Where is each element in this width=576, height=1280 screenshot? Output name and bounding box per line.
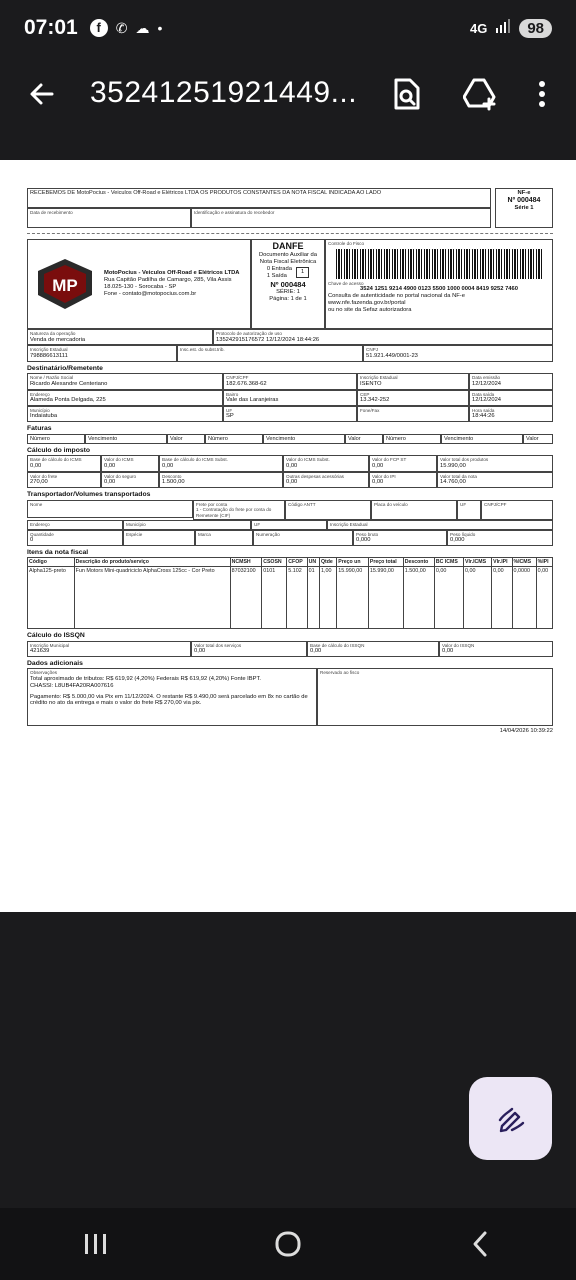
recipient-doc: 182.676.368-62 <box>226 380 267 387</box>
extra-section: Dados adicionais <box>27 659 83 667</box>
item-cell: 0,00 <box>536 567 552 629</box>
home-icon[interactable] <box>264 1220 312 1268</box>
issuer-logo <box>30 254 100 314</box>
obs-line-2: CHASSI: L8UB4FA20RA007616 <box>30 682 114 689</box>
tax-field-value: 1.500,00 <box>162 479 185 486</box>
tax-field-label: Valor do ICMS <box>104 457 134 463</box>
item-cell: 5.102 <box>287 567 307 629</box>
item-cell: 1,00 <box>319 567 336 629</box>
recipient-name-label: Nome / Razão Social <box>30 375 74 381</box>
item-row <box>28 567 553 629</box>
transport-uf-label: UF <box>460 501 467 507</box>
tax-field <box>101 455 159 471</box>
receipt-serie: Série 1 <box>514 205 534 212</box>
tax-field <box>101 472 159 488</box>
items-col-header: Vlr.IPI <box>492 558 512 567</box>
facebook-icon: f <box>90 19 108 37</box>
transport-section: Transportador/Volumes transportados <box>27 491 151 499</box>
issqn-section: Cálculo do ISSQN <box>27 632 85 640</box>
tax-field <box>283 455 369 471</box>
item-cell: 0,0000 <box>512 567 536 629</box>
pen-draw-icon <box>496 1104 526 1134</box>
exit-value: 12/12/2024 <box>472 397 502 404</box>
add-to-drive-icon[interactable] <box>461 74 501 114</box>
item-cell: 0,00 <box>434 567 463 629</box>
tax-field <box>369 455 437 471</box>
tax-field <box>159 455 283 471</box>
access-box <box>325 239 553 329</box>
recipient-row-2 <box>27 390 553 406</box>
issqn-row <box>27 641 553 657</box>
tax-field-value: 0,00 <box>286 462 298 469</box>
issqn-value: 0,00 <box>442 648 454 654</box>
items-header-row <box>28 558 553 567</box>
address-value: Alameda Ponta Delgada, 225 <box>30 397 106 404</box>
invoices-row <box>27 434 553 445</box>
tax-field <box>159 472 283 488</box>
edit-fab-button[interactable] <box>469 1077 552 1160</box>
items-col-header: %IPI <box>536 558 552 567</box>
item-cell: 1.500,00 <box>403 567 434 629</box>
items-col-header: Preço un <box>337 558 369 567</box>
tax-field <box>369 472 437 488</box>
net-weight-label: Peso líquido <box>450 531 476 537</box>
numbering-label: Numeração <box>256 531 280 537</box>
items-col-header: NCMSH <box>230 558 262 567</box>
tax-field-label: Valor do seguro <box>104 473 137 479</box>
item-cell: Alpha125-preto <box>28 567 75 629</box>
exit-label: Data saída <box>472 391 495 397</box>
transport-row-3 <box>27 530 553 546</box>
tax-field-value: 0,00 <box>372 462 384 469</box>
tax-field-label: Valor total da nota <box>440 473 477 479</box>
system-navigation-bar <box>0 1208 576 1280</box>
recent-apps-icon[interactable] <box>72 1220 120 1268</box>
city-value: Indaiatuba <box>30 413 58 420</box>
items-col-header: UN <box>307 558 319 567</box>
document-viewer[interactable] <box>0 160 576 912</box>
im-label: Inscrição Municipal <box>30 642 70 648</box>
more-options-icon[interactable] <box>522 74 562 114</box>
back-nav-icon[interactable] <box>456 1220 504 1268</box>
iest-label: Insc.est. do subst.trib. <box>180 347 225 353</box>
city-label: Município <box>30 407 50 413</box>
carrier-name-label: Nome <box>30 501 43 507</box>
ie-label: Inscrição Estadual <box>30 347 68 353</box>
tax-field-label: Desconto <box>162 473 182 479</box>
tax-field-value: 14.760,00 <box>440 479 466 486</box>
recipient-ie-label: Inscrição Estadual <box>360 375 398 381</box>
tax-field <box>437 472 553 488</box>
key-label: Chave de acesso <box>328 280 364 286</box>
issqn-base-label: Base de cálculo do ISSQN <box>310 642 365 648</box>
transport-city-label: Município <box>126 522 146 527</box>
brand-label: Marca <box>198 531 211 537</box>
extra-row <box>27 668 553 726</box>
services-value: 0,00 <box>194 648 206 654</box>
issuer-contact: Fone - contato@motopocius.com.br <box>104 290 197 297</box>
receipt-nfe: NF-e <box>517 190 531 196</box>
district-value: Vale das Laranjeiras <box>226 397 279 404</box>
plate-label: Placa do veículo <box>374 501 408 507</box>
receipt-date-label: Data de recebimento <box>30 210 73 215</box>
cnpj-label: CNPJ <box>366 347 378 353</box>
danfe-page: Página: 1 de 1 <box>269 295 307 302</box>
item-cell: 0,00 <box>464 567 492 629</box>
tax-field <box>27 455 101 471</box>
consult-line-3: ou no site da Sefaz autorizadora <box>328 306 412 313</box>
tax-field-label: Base de cálculo do ICMS Subst. <box>162 457 228 463</box>
nature-label: Natureza da operação <box>30 331 76 336</box>
consult-line-2: www.nfe.fazenda.gov.br/portal <box>328 299 406 306</box>
tax-field-value: 0,00 <box>30 462 42 469</box>
antt-label: Código ANTT <box>288 501 316 507</box>
emission-value: 12/12/2024 <box>472 380 502 387</box>
services-label: Valor total dos serviços <box>194 642 242 648</box>
tax-row-2 <box>27 472 553 488</box>
danfe-title: DANFE <box>272 241 304 251</box>
access-key: 3524 1251 9214 4900 0123 5500 1000 0004 8419 9252 7460 <box>360 286 518 292</box>
items-section: Itens da nota fiscal <box>27 548 89 556</box>
item-cell: 0101 <box>262 567 287 629</box>
obs-label: Observações <box>30 670 58 676</box>
emission-label: Data emissão <box>472 375 501 381</box>
im-value: 421639 <box>30 648 50 654</box>
uf-value: SP <box>226 413 234 420</box>
transport-uf2-label: UF <box>254 522 261 527</box>
consult-line-1: Consulta de autenticidade no portal nacional da NF-e <box>328 292 465 299</box>
gross-weight-value: 0,000 <box>356 537 371 543</box>
invoice-col-header: Valor <box>167 434 205 445</box>
cep-value: 13.342-252 <box>360 397 390 404</box>
items-col-header: Descrição do produto/serviço <box>74 558 230 567</box>
items-col-header: Preço total <box>368 558 403 567</box>
protocol-value: 135242915176572 12/12/2024 18:44:26 <box>216 336 320 343</box>
transport-row-1 <box>27 500 553 521</box>
gross-weight-label: Peso bruto <box>356 531 379 537</box>
status-bar <box>0 0 576 56</box>
issqn-base-value: 0,00 <box>310 648 322 654</box>
logo-text: MP <box>52 276 78 295</box>
document-title: 35241251921449... <box>90 76 358 109</box>
items-col-header: Qtde <box>319 558 336 567</box>
tax-field-value: 0,00 <box>372 479 384 486</box>
item-cell: 15.990,00 <box>337 567 369 629</box>
control-label: Controle do Fisco <box>328 241 365 246</box>
recipient-section: Destinatário/Remetente <box>27 364 103 372</box>
tax-field <box>437 455 553 471</box>
danfe-exit: 1 Saída <box>266 272 287 279</box>
dot-icon: • <box>157 20 163 36</box>
tax-field-label: Valor do ICMS Subst. <box>286 457 330 463</box>
invoice-col-header: Número <box>383 434 441 445</box>
cut-line <box>27 233 553 234</box>
invoice-col-header: Vencimento <box>85 434 167 445</box>
tax-field-label: Valor do FCP ST <box>372 457 407 463</box>
danfe-box <box>251 239 325 329</box>
receipt-number: Nº 000484 <box>507 196 541 204</box>
issuer-block <box>27 239 553 329</box>
invoice-col-header: Vencimento <box>263 434 345 445</box>
tax-field-label: Base de cálculo do ICMS <box>30 457 82 463</box>
app-notification-icon: ✆ <box>115 19 128 36</box>
receipt-header: RECEBEMOS DE MotoPocius - Veiculos Off-Road e Elétricos LTDA OS PRODUTOS CONSTANTES DA NOTA FISCAL INDICADA AO LADO <box>27 188 491 208</box>
items-col-header: %ICMS <box>512 558 536 567</box>
tax-field-value: 270,00 <box>30 479 48 486</box>
net-weight-value: 0,000 <box>450 537 465 543</box>
invoice-col-header: Número <box>27 434 85 445</box>
status-time: 07:01 <box>24 16 78 39</box>
tax-field <box>283 472 369 488</box>
transport-address-label: Endereço <box>30 522 50 527</box>
invoice-col-header: Vencimento <box>441 434 523 445</box>
tax-field-value: 0,00 <box>286 479 298 486</box>
recipient-doc-label: CNPJ/CPF <box>226 375 249 381</box>
danfe-entry: 0 Entrada <box>266 265 292 272</box>
notification-icons <box>90 19 163 37</box>
danfe-document <box>27 188 553 735</box>
tax-field-value: 0,00 <box>162 462 174 469</box>
recipient-row-1 <box>27 373 553 389</box>
freight-label: Frete por conta <box>196 501 228 507</box>
ie-value: 798886613111 <box>30 352 68 359</box>
back-arrow-icon[interactable] <box>26 78 58 110</box>
tax-field-label: Valor total dos produtos <box>440 457 489 463</box>
tax-section: Cálculo do imposto <box>27 447 91 455</box>
receipt-nfe-box <box>495 188 553 228</box>
battery-indicator: 98 <box>519 19 552 38</box>
qty-label: Quantidade <box>30 531 54 537</box>
issuer-city: 18.025-130 - Sorocaba - SP <box>104 284 177 290</box>
item-cell: 0,00 <box>492 567 512 629</box>
operation-row <box>27 329 553 345</box>
tax-row-1 <box>27 455 553 471</box>
tax-field-value: 0,00 <box>104 479 116 486</box>
items-col-header: BC ICMS <box>434 558 463 567</box>
transport-cnpj-label: CNPJ/CPF <box>484 501 507 507</box>
recipient-ie: ISENTO <box>360 380 382 387</box>
issuer-info <box>27 239 251 329</box>
item-cell: 01 <box>307 567 319 629</box>
uf-label: UF <box>226 407 233 413</box>
reserved-label: Reservado ao fisco <box>320 670 360 676</box>
invoices-section: Faturas <box>27 425 52 433</box>
danfe-type: 1 <box>296 267 309 278</box>
phone-label: Fone/Fax <box>360 407 380 413</box>
danfe-serie: SÉRIE: 1 <box>276 288 300 295</box>
issqn-value-label: Valor do ISSQN <box>442 642 475 648</box>
tax-field <box>27 472 101 488</box>
invoice-col-header: Número <box>205 434 263 445</box>
species-label: Espécie <box>126 531 143 537</box>
items-col-header: Código <box>28 558 75 567</box>
search-document-icon[interactable] <box>387 74 427 114</box>
cnpj-value: 51.921.449/0001-23 <box>366 352 418 359</box>
nature-value: Venda de mercadoria <box>30 336 86 343</box>
transport-ie-label: Inscrição Estadual <box>330 522 368 527</box>
operation-row-2 <box>27 345 553 361</box>
invoice-col-header: Valor <box>523 434 553 445</box>
items-col-header: CSOSN <box>262 558 287 567</box>
item-cell: Fun Motors Mini-quadriciclo AlphaCross 125cc - Cor Preto <box>74 567 230 629</box>
protocol-label: Protocolo de autorização de uso <box>216 331 282 336</box>
print-timestamp: 14/04/2026 10:39:22 <box>499 728 553 735</box>
items-col-header: CFOP <box>287 558 307 567</box>
tax-field-label: Outras despesas acessórias <box>286 473 344 479</box>
signal-icon <box>495 18 511 39</box>
danfe-subtitle: Documento Auxiliar da Nota Fiscal Eletrônica <box>259 251 317 265</box>
item-cell: 87032100 <box>230 567 262 629</box>
obs-line-3: Pagamento: R$ 5.000,00 via Pix em 11/12/2024. O restante R$ 9.490,00 será parcelado em 8x no cartão de crédito no ato da entrega e mais o valor do frete R$ 270,00 via pix. <box>30 693 308 707</box>
cep-label: CEP <box>360 391 370 397</box>
tax-field-label: Valor do frete <box>30 473 58 479</box>
time-value: 18:44:26 <box>472 413 495 420</box>
transport-row-2 <box>27 520 553 530</box>
app-bar <box>0 58 576 130</box>
issuer-address: Rua Capitão Padilha de Camargo, 285, Vila Assis <box>104 277 232 284</box>
items-col-header: Vlr.ICMS <box>464 558 492 567</box>
freight-value: 1 - Contratação do frete por conta do Remetente (CIF) <box>196 507 272 518</box>
danfe-number: Nº 000484 <box>270 279 306 289</box>
cloud-icon: ☁ <box>135 19 150 36</box>
network-type: 4G <box>469 20 488 36</box>
invoice-col-header: Valor <box>345 434 383 445</box>
district-label: Bairro <box>226 391 239 397</box>
tax-field-value: 0,00 <box>104 462 116 469</box>
receipt-sign-label: Identificação e assinatura do recebedor <box>194 210 275 215</box>
items-col-header: Desconto <box>403 558 434 567</box>
issuer-name: MotoPocius - Veiculos Off-Road e Elétricos LTDA <box>104 270 240 277</box>
obs-line-1: Total aproximado de tributos: R$ 619,92 (4,20%) Federais R$ 619,92 (4,20%) Fonte IBPT. <box>30 675 262 682</box>
item-cell: 15.990,00 <box>368 567 403 629</box>
address-label: Endereço <box>30 391 50 397</box>
items-table <box>27 557 553 629</box>
receipt-stub <box>27 188 553 228</box>
tax-field-value: 15.990,00 <box>440 462 466 469</box>
barcode <box>336 249 542 279</box>
recipient-name: Ricardo Alexandre Centeriano <box>30 380 108 387</box>
time-label: Hora saída <box>472 407 495 413</box>
qty-value: 0 <box>30 537 34 543</box>
recipient-row-3 <box>27 406 553 422</box>
tax-field-label: Valor do IPI <box>372 473 396 479</box>
